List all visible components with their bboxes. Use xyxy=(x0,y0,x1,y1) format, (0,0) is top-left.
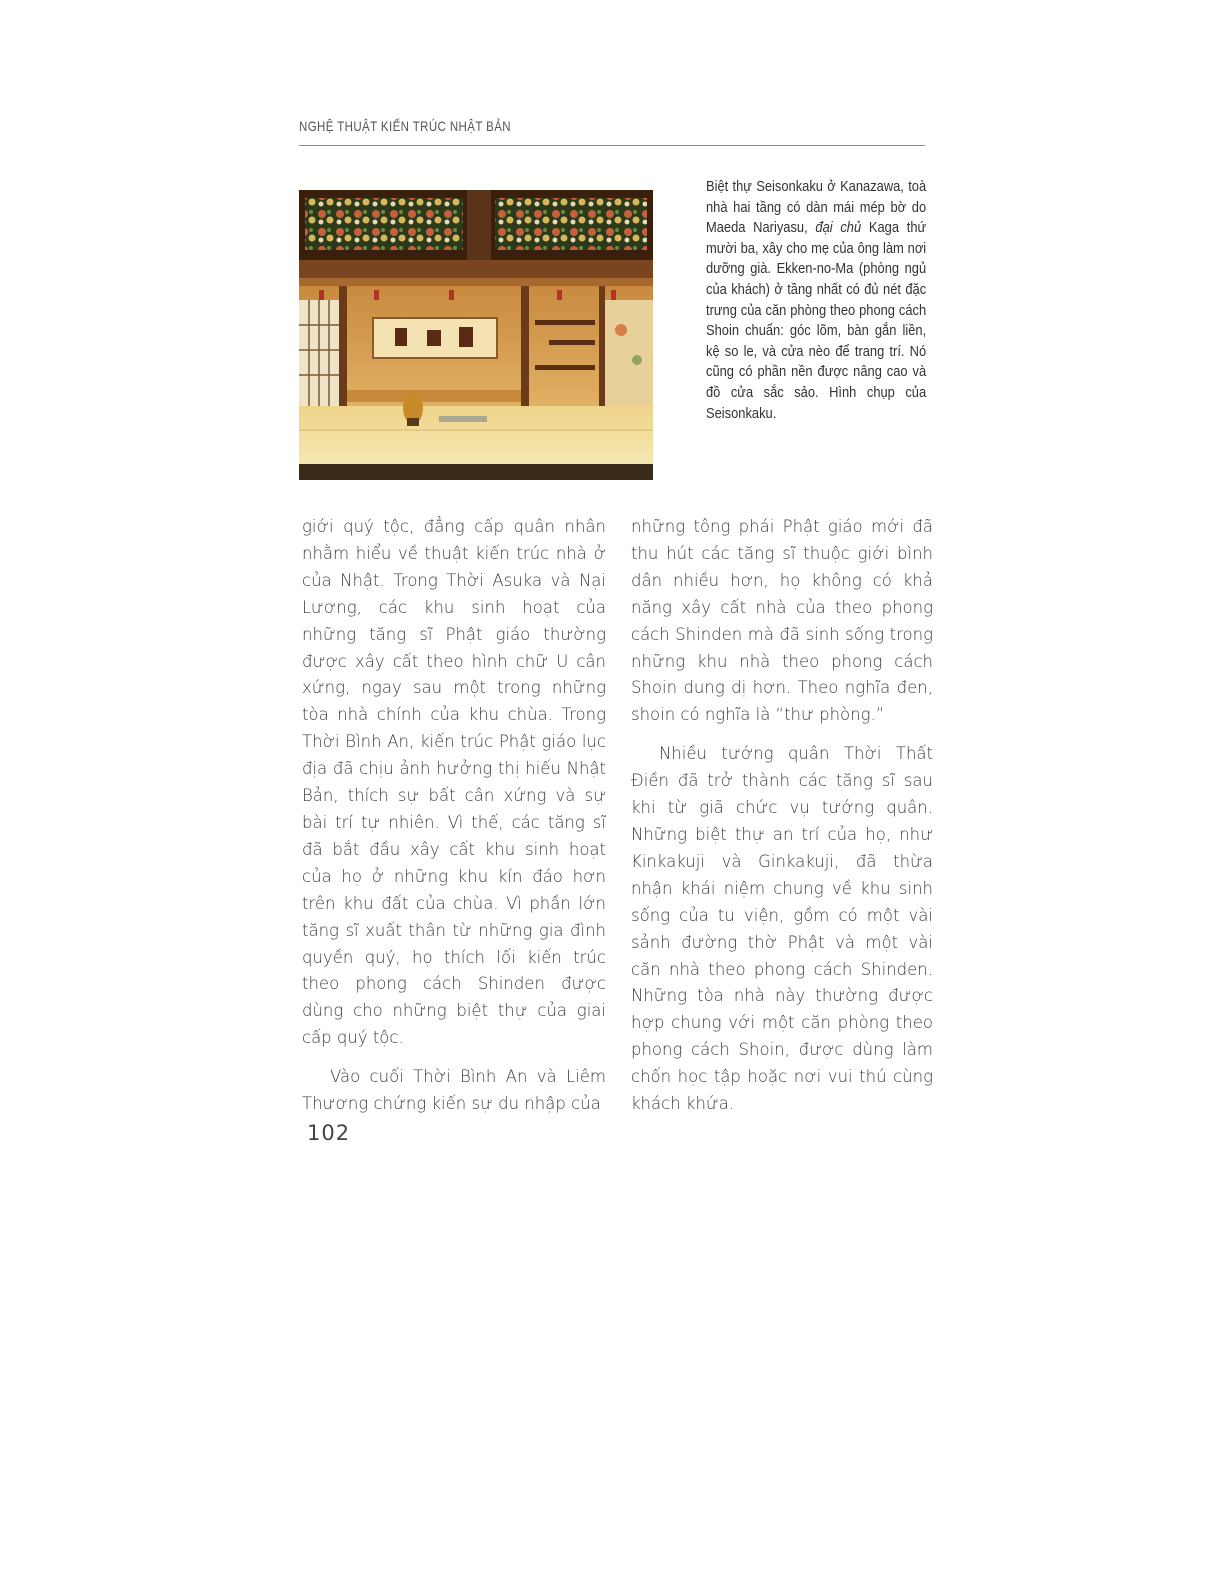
paragraph: những tông phái Phật giáo mới đã thu hút các tăng sĩ thuộc giới bình dân nhiều hơn, họ không có khả năng xây cất nhà của theo phong cách Shinden mà đã sinh sống trong những khu nhà theo phong cách Shoin dung dị hơn. Theo nghĩa đen, shoin có nghĩa là “thư phòng.” xyxy=(631,517,933,725)
caption-text-2: Kaga thứ mười ba, xây cho mẹ của ông làm nơi dưỡng già. Ekken-no-Ma (phòng ngủ của khách) ở tầng nhất có đủ nét đặc trưng của căn phòng theo phong cách Shoin chuẩn: góc lõm, bàn gắn liền, kệ so le, và cửa nèo để trang trí. Nó cũng có phần nền được nâng cao và đồ cửa sắc sảo. Hình chụp của Seisonkaku. xyxy=(706,219,927,422)
page-number: 102 xyxy=(307,1121,351,1145)
caption-text-1: Biệt thự Seisonkaku ở Kanazawa, toà nhà hai tầng có dàn mái mép bờ do Maeda Nariyasu, xyxy=(706,178,927,237)
paragraph: giới quý tộc, đẳng cấp quân nhân nhằm hiểu về thuật kiến trúc nhà ở của Nhật. Trong Thời Asuka và Nại Lương, các khu sinh hoạt của những tăng sĩ Phật giáo thường được xây cất theo hình chữ U cân xứng, ngay sau một trong những tòa nhà chính của khu chùa. Trong Thời Bình An, kiến trúc Phật giáo lục địa đã chịu ảnh hưởng thị hiếu Nhật Bản, thích sự bất cân xứng và sự bài trí tự nhiên. Vì thế, các tăng sĩ đã bắt đầu xây cất khu sinh hoạt của họ ở những khu kín đáo hơn trên khu đất của chùa. Vì phần lớn tăng sĩ xuất thân từ những gia đình quyền quý, họ thích lối kiến trúc theo phong cách Shinden được dùng cho những biệt thự của giai cấp quý tộc. xyxy=(302,517,606,1048)
paragraph: Nhiều tướng quân Thời Thất Điền đã trở thành các tăng sĩ sau khi từ giã chức vụ tướng quân. Những biệt thự an trí của họ, như Kinkakuji và Ginkakuji, đã thừa nhận khái niệm chung về khu sinh sống của tu viện, gồm có một vài sảnh đường thờ Phật và một vài căn nhà theo phong cách Shinden. Những tòa nhà này thường được hợp chung với một căn phòng theo phong cách Shoin, được dùng làm chốn học tập hoặc nơi vui thú cùng khách khứa. xyxy=(631,744,933,1114)
paragraph: Vào cuối Thời Bình An và Liêm Thương chứng kiến sự du nhập của xyxy=(302,1067,606,1114)
caption-italic: đại chủ xyxy=(815,219,862,237)
running-header: NGHỆ THUẬT KIẾN TRÚC NHẬT BẢN xyxy=(299,118,511,134)
body-column-left xyxy=(302,514,606,1118)
body-column-right xyxy=(631,514,933,1118)
figure-caption xyxy=(706,177,926,424)
header-rule xyxy=(299,145,925,146)
seisonkaku-photo xyxy=(299,190,653,480)
